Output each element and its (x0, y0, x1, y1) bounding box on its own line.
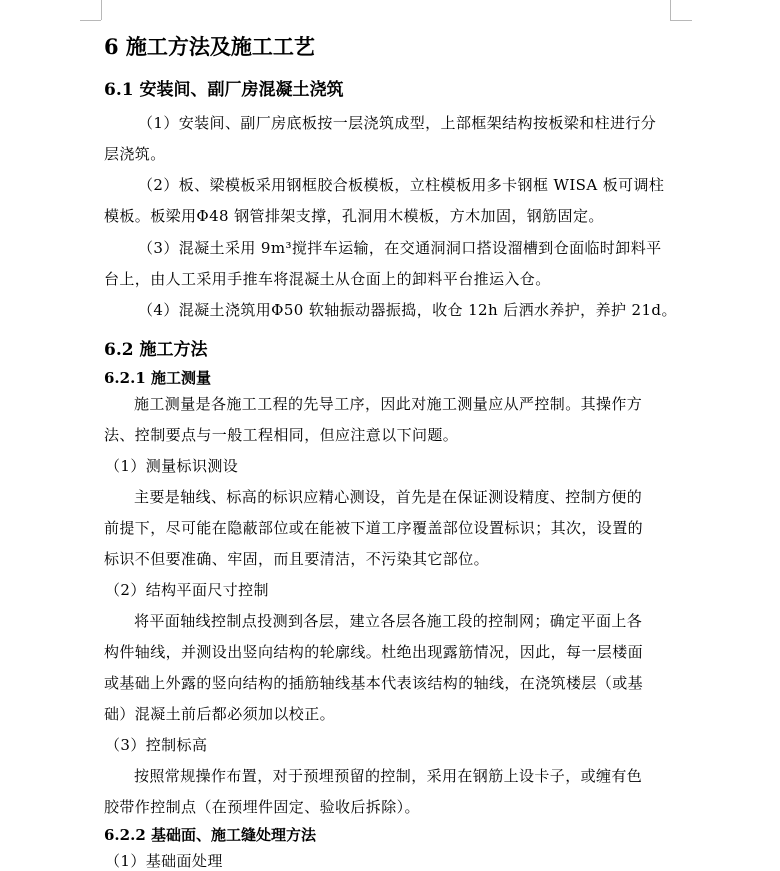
paragraph-line: 前提下，尽可能在隐蔽部位或在能被下道工序覆盖部位设置标识；其次，设置的 (104, 519, 644, 537)
paragraph-line: 将平面轴线控制点投测到各层，建立各层各施工段的控制网；确定平面上各 (134, 612, 643, 630)
chapter-heading: 6 施工方法及施工工艺 (104, 34, 315, 59)
page-corner-mark-left (101, 0, 102, 20)
list-item-heading: （1）基础面处理 (105, 852, 223, 870)
paragraph-line: 层浇筑。 (104, 145, 166, 163)
list-item-heading: （1）测量标识测设 (105, 457, 239, 475)
section-6-2-heading: 6.2 施工方法 (104, 340, 208, 360)
page-corner-mark-right-h (670, 20, 692, 21)
paragraph-line: 胶带作控制点（在预埋件固定、验收后拆除）。 (104, 798, 420, 816)
section-6-1-heading: 6.1 安装间、副厂房混凝土浇筑 (104, 80, 344, 100)
paragraph-line: 施工测量是各施工工程的先导工序，因此对施工测量应从严控制。其操作方 (134, 395, 643, 413)
list-item-heading: （2）结构平面尺寸控制 (105, 581, 269, 599)
paragraph-line: 主要是轴线、标高的标识应精心测设，首先是在保证测设精度、控制方便的 (134, 488, 643, 506)
paragraph-line: 模板。板梁用Φ48 钢管排架支撑，孔洞用木模板，方木加固，钢筋固定。 (104, 207, 604, 225)
page-corner-mark-left-h (80, 20, 101, 21)
paragraph-line: （1）安装间、副厂房底板按一层浇筑成型，上部框架结构按板梁和柱进行分 (138, 114, 657, 132)
paragraph-line: 按照常规操作布置，对于预埋预留的控制，采用在钢筋上设卡子，或缠有色 (134, 767, 643, 785)
paragraph-line: 法、控制要点与一般工程相同，但应注意以下问题。 (104, 426, 459, 444)
page-corner-mark-right (670, 0, 671, 20)
paragraph-line: 或基础上外露的竖向结构的插筋轴线基本代表该结构的轴线，在浇筑楼层（或基 (104, 674, 644, 692)
subsection-6-2-1-heading: 6.2.1 施工测量 (104, 369, 211, 387)
paragraph-line: 标识不但要准确、牢固，而且要清洁，不污染其它部位。 (104, 550, 490, 568)
subsection-6-2-2-heading: 6.2.2 基础面、施工缝处理方法 (104, 826, 316, 844)
paragraph-line: 台上，由人工采用手推车将混凝土从仓面上的卸料平台推运入仓。 (104, 270, 551, 288)
paragraph-line: 构件轴线，并测设出竖向结构的轮廓线。杜绝出现露筋情况，因此，每一层楼面 (104, 643, 644, 661)
paragraph-line: （4）混凝土浇筑用Φ50 软轴振动器振捣，收仓 12h 后洒水养护，养护 21d。 (138, 301, 677, 319)
paragraph-line: （3）混凝土采用 9m³搅拌车运输，在交通洞洞口搭设溜槽到仓面临时卸料平 (138, 239, 662, 257)
paragraph-line: （2）板、梁模板采用钢框胶合板模板，立柱模板用多卡钢框 WISA 板可调柱 (138, 176, 665, 194)
list-item-heading: （3）控制标高 (105, 736, 208, 754)
paragraph-line: 础）混凝土前后都必须加以校正。 (104, 705, 336, 723)
